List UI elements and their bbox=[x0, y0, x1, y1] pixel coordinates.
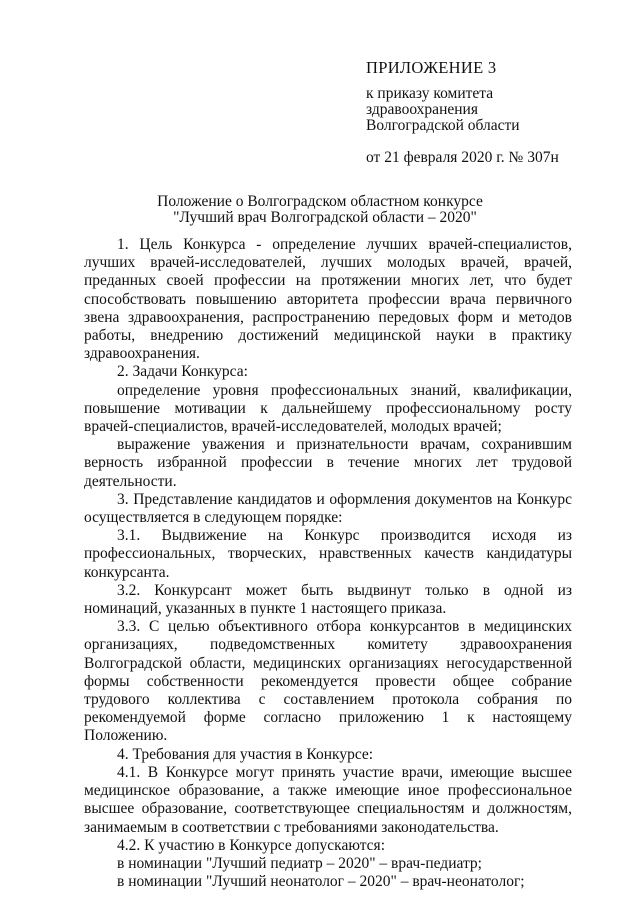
paragraph: 4.1. В Конкурсе могут принять участие врачи, имеющие высшее медицинское образование, а также имеющие иное профессиональное высшее образование, соответствующее специальностям и должностям, занимаемым в соответствии с требованиями законодательства. bbox=[84, 763, 572, 836]
paragraph: 3. Представление кандидатов и оформления документов на Конкурс осуществляется в следующем порядке: bbox=[84, 490, 572, 527]
document-heading bbox=[0, 194, 640, 226]
appendix-order-reference bbox=[366, 86, 616, 134]
nomination-line: в номинации "Лучший неонатолог – 2020" – врач-неонатолог; bbox=[117, 873, 525, 891]
paragraph: 4. Требования для участия в Конкурсе: bbox=[117, 745, 374, 763]
appendix-title: ПРИЛОЖЕНИЕ 3 bbox=[366, 58, 497, 77]
document-body bbox=[84, 236, 572, 891]
heading-line: "Лучший врач Волгоградской области – 2020" bbox=[173, 209, 477, 226]
appendix-block bbox=[366, 60, 616, 166]
paragraph: 1. Цель Конкурса - определение лучших врачей-специалистов, лучших врачей-исследователей, лучших молодых врачей, врачей, преданных своей профессии на протяжении многих лет, что будет способствовать повышению авторитета профессии врача первичного звена здравоохранения, распространению передовых форм и методов работы, внедрению достижений медицинской науки в практику здравоохранения. bbox=[84, 236, 572, 363]
paragraph: 3.3. С целью объективного отбора конкурсантов в медицинских организациях, подведомственных комитету здравоохранения Волгоградской области, медицинских организациях негосударственной формы собственности рекомендуется провести общее собрание трудового коллектива с составлением протокола собрания по рекомендуемой форме согласно приложению 1 к настоящему Положению. bbox=[84, 618, 572, 745]
appendix-order-line: к приказу комитета bbox=[366, 85, 494, 102]
paragraph: выражение уважения и признательности врачам, сохранившим верность избранной профессии в течение многих лет трудовой деятельности. bbox=[84, 436, 572, 490]
paragraph: 3.2. Конкурсант может быть выдвинут только в одной из номинаций, указанных в пункте 1 настоящего приказа. bbox=[84, 581, 572, 618]
appendix-date: от 21 февраля 2020 г. № 307н bbox=[366, 149, 559, 166]
appendix-order-line: Волгоградской области bbox=[366, 117, 520, 134]
appendix-order-line: здравоохранения bbox=[366, 101, 478, 118]
heading-line: Положение о Волгоградском областном конкурсе bbox=[157, 193, 483, 210]
paragraph: 2. Задачи Конкурса: bbox=[117, 363, 248, 381]
paragraph: 3.1. Выдвижение на Конкурс производится исходя из профессиональных, творческих, нравственных качеств кандидатуры конкурсанта. bbox=[84, 527, 572, 581]
paragraph: определение уровня профессиональных знаний, квалификации, повышение мотивации к дальнейшему профессиональному росту врачей-специалистов, врачей-исследователей, молодых врачей; bbox=[84, 381, 572, 436]
paragraph: 4.2. К участию в Конкурсе допускаются: bbox=[117, 836, 385, 854]
nomination-line: в номинации "Лучший педиатр – 2020" – врач-педиатр; bbox=[117, 854, 482, 872]
